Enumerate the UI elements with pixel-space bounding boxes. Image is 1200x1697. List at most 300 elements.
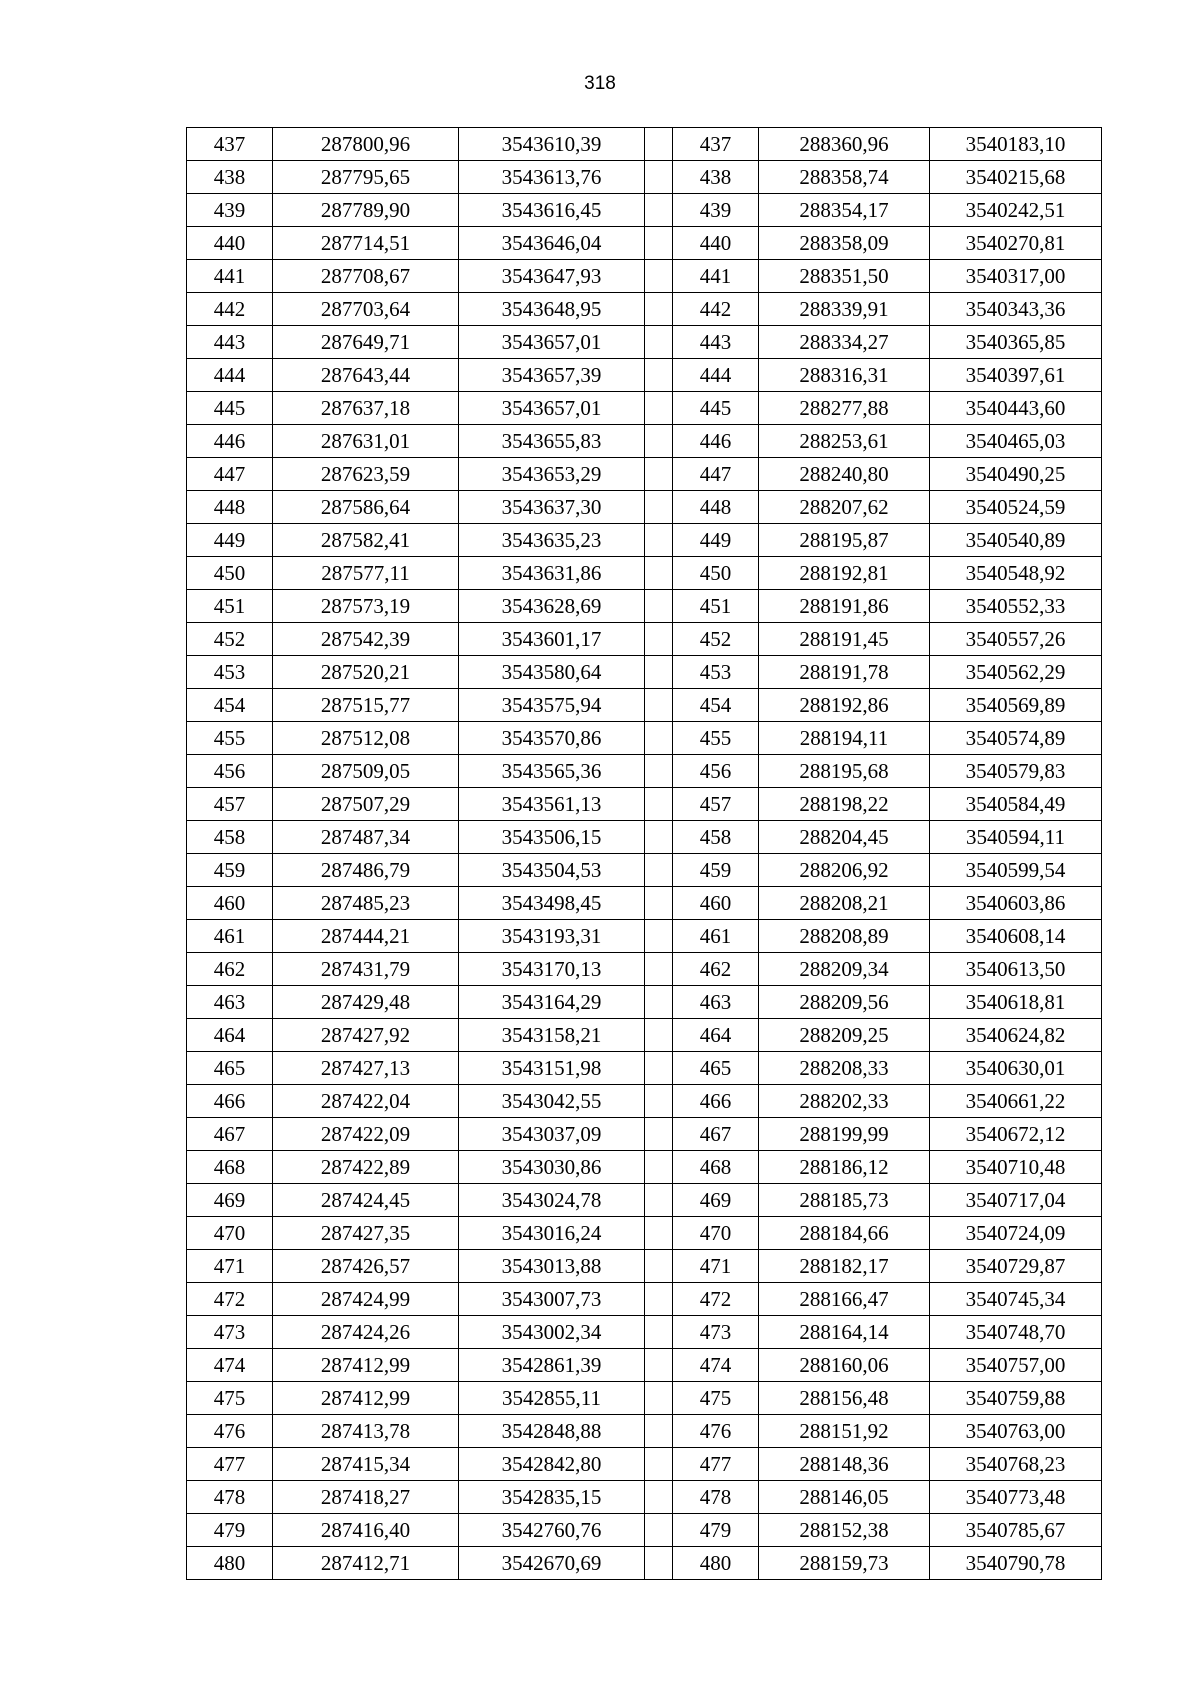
y-coordinate-left: 3543037,09 <box>459 1118 645 1151</box>
y-coordinate-left: 3543657,01 <box>459 392 645 425</box>
table-row <box>187 128 1102 161</box>
table-row <box>187 260 1102 293</box>
x-coordinate-left: 287708,67 <box>273 260 459 293</box>
point-number-right: 475 <box>673 1382 759 1415</box>
table-row <box>187 887 1102 920</box>
point-number-right: 443 <box>673 326 759 359</box>
spacer-cell <box>645 392 673 425</box>
y-coordinate-right: 3540365,85 <box>930 326 1102 359</box>
x-coordinate-left: 287509,05 <box>273 755 459 788</box>
point-number-right: 441 <box>673 260 759 293</box>
spacer-cell <box>645 326 673 359</box>
y-coordinate-left: 3543635,23 <box>459 524 645 557</box>
table-row <box>187 1019 1102 1052</box>
x-coordinate-left: 287424,99 <box>273 1283 459 1316</box>
y-coordinate-left: 3542848,88 <box>459 1415 645 1448</box>
x-coordinate-left: 287586,64 <box>273 491 459 524</box>
y-coordinate-right: 3540710,48 <box>930 1151 1102 1184</box>
spacer-cell <box>645 1415 673 1448</box>
y-coordinate-right: 3540603,86 <box>930 887 1102 920</box>
x-coordinate-right: 288186,12 <box>759 1151 930 1184</box>
point-number-right: 446 <box>673 425 759 458</box>
point-number-right: 461 <box>673 920 759 953</box>
point-number-left: 445 <box>187 392 273 425</box>
y-coordinate-right: 3540270,81 <box>930 227 1102 260</box>
point-number-right: 452 <box>673 623 759 656</box>
point-number-right: 444 <box>673 359 759 392</box>
y-coordinate-left: 3543565,36 <box>459 755 645 788</box>
y-coordinate-right: 3540242,51 <box>930 194 1102 227</box>
point-number-right: 478 <box>673 1481 759 1514</box>
point-number-right: 458 <box>673 821 759 854</box>
spacer-cell <box>645 953 673 986</box>
y-coordinate-right: 3540343,36 <box>930 293 1102 326</box>
x-coordinate-right: 288166,47 <box>759 1283 930 1316</box>
y-coordinate-left: 3543575,94 <box>459 689 645 722</box>
point-number-left: 465 <box>187 1052 273 1085</box>
table-row <box>187 722 1102 755</box>
spacer-cell <box>645 1085 673 1118</box>
table-row <box>187 1118 1102 1151</box>
point-number-left: 454 <box>187 689 273 722</box>
point-number-right: 472 <box>673 1283 759 1316</box>
x-coordinate-left: 287485,23 <box>273 887 459 920</box>
y-coordinate-left: 3542842,80 <box>459 1448 645 1481</box>
y-coordinate-right: 3540748,70 <box>930 1316 1102 1349</box>
y-coordinate-left: 3543042,55 <box>459 1085 645 1118</box>
point-number-left: 440 <box>187 227 273 260</box>
x-coordinate-left: 287637,18 <box>273 392 459 425</box>
point-number-left: 457 <box>187 788 273 821</box>
x-coordinate-left: 287429,48 <box>273 986 459 1019</box>
point-number-right: 454 <box>673 689 759 722</box>
point-number-left: 473 <box>187 1316 273 1349</box>
x-coordinate-right: 288192,81 <box>759 557 930 590</box>
x-coordinate-right: 288207,62 <box>759 491 930 524</box>
point-number-left: 444 <box>187 359 273 392</box>
spacer-cell <box>645 656 673 689</box>
point-number-right: 476 <box>673 1415 759 1448</box>
x-coordinate-left: 287631,01 <box>273 425 459 458</box>
point-number-right: 469 <box>673 1184 759 1217</box>
y-coordinate-left: 3543631,86 <box>459 557 645 590</box>
x-coordinate-left: 287512,08 <box>273 722 459 755</box>
spacer-cell <box>645 260 673 293</box>
y-coordinate-right: 3540584,49 <box>930 788 1102 821</box>
y-coordinate-left: 3543506,15 <box>459 821 645 854</box>
y-coordinate-right: 3540785,67 <box>930 1514 1102 1547</box>
x-coordinate-left: 287422,09 <box>273 1118 459 1151</box>
x-coordinate-right: 288191,78 <box>759 656 930 689</box>
y-coordinate-left: 3543613,76 <box>459 161 645 194</box>
y-coordinate-right: 3540490,25 <box>930 458 1102 491</box>
point-number-right: 450 <box>673 557 759 590</box>
table-row <box>187 326 1102 359</box>
table-row <box>187 1217 1102 1250</box>
y-coordinate-left: 3542670,69 <box>459 1547 645 1580</box>
x-coordinate-right: 288202,33 <box>759 1085 930 1118</box>
point-number-left: 446 <box>187 425 273 458</box>
x-coordinate-left: 287426,57 <box>273 1250 459 1283</box>
y-coordinate-left: 3543647,93 <box>459 260 645 293</box>
x-coordinate-left: 287422,89 <box>273 1151 459 1184</box>
y-coordinate-left: 3543637,30 <box>459 491 645 524</box>
x-coordinate-left: 287427,13 <box>273 1052 459 1085</box>
table-row <box>187 524 1102 557</box>
point-number-left: 443 <box>187 326 273 359</box>
x-coordinate-left: 287573,19 <box>273 590 459 623</box>
point-number-left: 476 <box>187 1415 273 1448</box>
x-coordinate-right: 288192,86 <box>759 689 930 722</box>
table-row <box>187 293 1102 326</box>
y-coordinate-right: 3540599,54 <box>930 854 1102 887</box>
y-coordinate-right: 3540524,59 <box>930 491 1102 524</box>
spacer-cell <box>645 788 673 821</box>
table-row <box>187 161 1102 194</box>
y-coordinate-left: 3543601,17 <box>459 623 645 656</box>
table-row <box>187 491 1102 524</box>
y-coordinate-left: 3543646,04 <box>459 227 645 260</box>
point-number-right: 448 <box>673 491 759 524</box>
point-number-left: 439 <box>187 194 273 227</box>
y-coordinate-left: 3543158,21 <box>459 1019 645 1052</box>
y-coordinate-right: 3540618,81 <box>930 986 1102 1019</box>
y-coordinate-right: 3540579,83 <box>930 755 1102 788</box>
table-row <box>187 458 1102 491</box>
x-coordinate-left: 287703,64 <box>273 293 459 326</box>
spacer-cell <box>645 1019 673 1052</box>
x-coordinate-left: 287427,92 <box>273 1019 459 1052</box>
y-coordinate-right: 3540745,34 <box>930 1283 1102 1316</box>
table-row <box>187 821 1102 854</box>
point-number-right: 438 <box>673 161 759 194</box>
x-coordinate-right: 288156,48 <box>759 1382 930 1415</box>
point-number-left: 437 <box>187 128 273 161</box>
x-coordinate-right: 288209,34 <box>759 953 930 986</box>
point-number-right: 464 <box>673 1019 759 1052</box>
y-coordinate-right: 3540757,00 <box>930 1349 1102 1382</box>
y-coordinate-right: 3540729,87 <box>930 1250 1102 1283</box>
y-coordinate-left: 3543030,86 <box>459 1151 645 1184</box>
point-number-right: 466 <box>673 1085 759 1118</box>
spacer-cell <box>645 227 673 260</box>
point-number-left: 449 <box>187 524 273 557</box>
spacer-cell <box>645 491 673 524</box>
table-row <box>187 1316 1102 1349</box>
point-number-right: 437 <box>673 128 759 161</box>
point-number-right: 439 <box>673 194 759 227</box>
spacer-cell <box>645 1052 673 1085</box>
table-row <box>187 1052 1102 1085</box>
x-coordinate-left: 287413,78 <box>273 1415 459 1448</box>
y-coordinate-right: 3540608,14 <box>930 920 1102 953</box>
point-number-left: 466 <box>187 1085 273 1118</box>
y-coordinate-right: 3540215,68 <box>930 161 1102 194</box>
y-coordinate-left: 3543151,98 <box>459 1052 645 1085</box>
point-number-left: 460 <box>187 887 273 920</box>
coordinates-table-body <box>187 128 1102 1580</box>
x-coordinate-right: 288351,50 <box>759 260 930 293</box>
y-coordinate-left: 3543648,95 <box>459 293 645 326</box>
table-row <box>187 1349 1102 1382</box>
point-number-left: 479 <box>187 1514 273 1547</box>
x-coordinate-left: 287416,40 <box>273 1514 459 1547</box>
table-row <box>187 656 1102 689</box>
point-number-left: 458 <box>187 821 273 854</box>
x-coordinate-right: 288152,38 <box>759 1514 930 1547</box>
spacer-cell <box>645 689 673 722</box>
x-coordinate-left: 287412,99 <box>273 1382 459 1415</box>
x-coordinate-left: 287444,21 <box>273 920 459 953</box>
spacer-cell <box>645 1316 673 1349</box>
x-coordinate-right: 288277,88 <box>759 392 930 425</box>
spacer-cell <box>645 1283 673 1316</box>
x-coordinate-right: 288204,45 <box>759 821 930 854</box>
y-coordinate-left: 3543570,86 <box>459 722 645 755</box>
x-coordinate-right: 288339,91 <box>759 293 930 326</box>
point-number-right: 459 <box>673 854 759 887</box>
point-number-left: 463 <box>187 986 273 1019</box>
point-number-left: 464 <box>187 1019 273 1052</box>
table-row <box>187 1547 1102 1580</box>
x-coordinate-right: 288191,45 <box>759 623 930 656</box>
x-coordinate-left: 287507,29 <box>273 788 459 821</box>
table-row <box>187 953 1102 986</box>
x-coordinate-left: 287515,77 <box>273 689 459 722</box>
y-coordinate-left: 3543170,13 <box>459 953 645 986</box>
spacer-cell <box>645 194 673 227</box>
point-number-right: 455 <box>673 722 759 755</box>
x-coordinate-right: 288184,66 <box>759 1217 930 1250</box>
x-coordinate-left: 287486,79 <box>273 854 459 887</box>
y-coordinate-left: 3542861,39 <box>459 1349 645 1382</box>
table-row <box>187 986 1102 1019</box>
y-coordinate-right: 3540540,89 <box>930 524 1102 557</box>
spacer-cell <box>645 1250 673 1283</box>
table-row <box>187 392 1102 425</box>
x-coordinate-right: 288208,33 <box>759 1052 930 1085</box>
spacer-cell <box>645 854 673 887</box>
spacer-cell <box>645 1382 673 1415</box>
spacer-cell <box>645 1151 673 1184</box>
table-row <box>187 359 1102 392</box>
spacer-cell <box>645 161 673 194</box>
y-coordinate-right: 3540574,89 <box>930 722 1102 755</box>
spacer-cell <box>645 623 673 656</box>
x-coordinate-left: 287487,34 <box>273 821 459 854</box>
point-number-left: 450 <box>187 557 273 590</box>
point-number-right: 442 <box>673 293 759 326</box>
y-coordinate-right: 3540724,09 <box>930 1217 1102 1250</box>
y-coordinate-left: 3542855,11 <box>459 1382 645 1415</box>
point-number-left: 462 <box>187 953 273 986</box>
point-number-right: 457 <box>673 788 759 821</box>
point-number-right: 470 <box>673 1217 759 1250</box>
y-coordinate-left: 3543007,73 <box>459 1283 645 1316</box>
y-coordinate-right: 3540317,00 <box>930 260 1102 293</box>
x-coordinate-left: 287412,99 <box>273 1349 459 1382</box>
point-number-right: 474 <box>673 1349 759 1382</box>
y-coordinate-left: 3543498,45 <box>459 887 645 920</box>
table-row <box>187 1184 1102 1217</box>
point-number-left: 478 <box>187 1481 273 1514</box>
point-number-right: 447 <box>673 458 759 491</box>
spacer-cell <box>645 1217 673 1250</box>
x-coordinate-left: 287582,41 <box>273 524 459 557</box>
y-coordinate-left: 3543024,78 <box>459 1184 645 1217</box>
spacer-cell <box>645 458 673 491</box>
point-number-left: 471 <box>187 1250 273 1283</box>
spacer-cell <box>645 425 673 458</box>
x-coordinate-right: 288208,89 <box>759 920 930 953</box>
y-coordinate-left: 3542760,76 <box>459 1514 645 1547</box>
table-row <box>187 1085 1102 1118</box>
y-coordinate-right: 3540552,33 <box>930 590 1102 623</box>
table-row <box>187 1250 1102 1283</box>
x-coordinate-right: 288240,80 <box>759 458 930 491</box>
point-number-right: 440 <box>673 227 759 260</box>
spacer-cell <box>645 1184 673 1217</box>
table-row <box>187 227 1102 260</box>
x-coordinate-left: 287424,45 <box>273 1184 459 1217</box>
x-coordinate-left: 287577,11 <box>273 557 459 590</box>
spacer-cell <box>645 524 673 557</box>
y-coordinate-left: 3543657,01 <box>459 326 645 359</box>
y-coordinate-right: 3540397,61 <box>930 359 1102 392</box>
point-number-left: 452 <box>187 623 273 656</box>
point-number-left: 474 <box>187 1349 273 1382</box>
table-row <box>187 1382 1102 1415</box>
spacer-cell <box>645 359 673 392</box>
x-coordinate-left: 287623,59 <box>273 458 459 491</box>
spacer-cell <box>645 722 673 755</box>
x-coordinate-right: 288146,05 <box>759 1481 930 1514</box>
x-coordinate-left: 287643,44 <box>273 359 459 392</box>
table-row <box>187 1514 1102 1547</box>
y-coordinate-right: 3540569,89 <box>930 689 1102 722</box>
y-coordinate-right: 3540768,23 <box>930 1448 1102 1481</box>
y-coordinate-right: 3540443,60 <box>930 392 1102 425</box>
x-coordinate-right: 288209,56 <box>759 986 930 1019</box>
spacer-cell <box>645 557 673 590</box>
point-number-right: 477 <box>673 1448 759 1481</box>
y-coordinate-left: 3543016,24 <box>459 1217 645 1250</box>
y-coordinate-right: 3540672,12 <box>930 1118 1102 1151</box>
y-coordinate-right: 3540624,82 <box>930 1019 1102 1052</box>
spacer-cell <box>645 887 673 920</box>
y-coordinate-right: 3540557,26 <box>930 623 1102 656</box>
spacer-cell <box>645 1448 673 1481</box>
point-number-left: 441 <box>187 260 273 293</box>
table-row <box>187 623 1102 656</box>
y-coordinate-left: 3543164,29 <box>459 986 645 1019</box>
y-coordinate-left: 3542835,15 <box>459 1481 645 1514</box>
point-number-left: 467 <box>187 1118 273 1151</box>
point-number-left: 477 <box>187 1448 273 1481</box>
x-coordinate-right: 288208,21 <box>759 887 930 920</box>
coordinates-table <box>186 127 1102 1580</box>
point-number-right: 445 <box>673 392 759 425</box>
x-coordinate-right: 288316,31 <box>759 359 930 392</box>
x-coordinate-right: 288198,22 <box>759 788 930 821</box>
point-number-right: 471 <box>673 1250 759 1283</box>
y-coordinate-left: 3543504,53 <box>459 854 645 887</box>
x-coordinate-left: 287789,90 <box>273 194 459 227</box>
point-number-left: 469 <box>187 1184 273 1217</box>
point-number-right: 463 <box>673 986 759 1019</box>
table-row <box>187 194 1102 227</box>
x-coordinate-left: 287427,35 <box>273 1217 459 1250</box>
y-coordinate-left: 3543193,31 <box>459 920 645 953</box>
y-coordinate-left: 3543628,69 <box>459 590 645 623</box>
point-number-left: 451 <box>187 590 273 623</box>
spacer-cell <box>645 1547 673 1580</box>
table-row <box>187 1151 1102 1184</box>
point-number-right: 453 <box>673 656 759 689</box>
x-coordinate-right: 288209,25 <box>759 1019 930 1052</box>
y-coordinate-left: 3543653,29 <box>459 458 645 491</box>
x-coordinate-right: 288358,09 <box>759 227 930 260</box>
x-coordinate-right: 288191,86 <box>759 590 930 623</box>
table-row <box>187 788 1102 821</box>
spacer-cell <box>645 821 673 854</box>
y-coordinate-left: 3543655,83 <box>459 425 645 458</box>
y-coordinate-right: 3540717,04 <box>930 1184 1102 1217</box>
y-coordinate-right: 3540562,29 <box>930 656 1102 689</box>
point-number-right: 465 <box>673 1052 759 1085</box>
x-coordinate-left: 287431,79 <box>273 953 459 986</box>
x-coordinate-right: 288185,73 <box>759 1184 930 1217</box>
x-coordinate-right: 288148,36 <box>759 1448 930 1481</box>
table-row <box>187 1415 1102 1448</box>
x-coordinate-right: 288159,73 <box>759 1547 930 1580</box>
y-coordinate-left: 3543657,39 <box>459 359 645 392</box>
y-coordinate-right: 3540183,10 <box>930 128 1102 161</box>
y-coordinate-right: 3540630,01 <box>930 1052 1102 1085</box>
x-coordinate-right: 288354,17 <box>759 194 930 227</box>
x-coordinate-left: 287415,34 <box>273 1448 459 1481</box>
table-row <box>187 1283 1102 1316</box>
table-row <box>187 854 1102 887</box>
spacer-cell <box>645 128 673 161</box>
x-coordinate-left: 287412,71 <box>273 1547 459 1580</box>
point-number-left: 459 <box>187 854 273 887</box>
x-coordinate-left: 287520,21 <box>273 656 459 689</box>
x-coordinate-left: 287422,04 <box>273 1085 459 1118</box>
x-coordinate-left: 287800,96 <box>273 128 459 161</box>
spacer-cell <box>645 590 673 623</box>
x-coordinate-left: 287542,39 <box>273 623 459 656</box>
point-number-left: 461 <box>187 920 273 953</box>
point-number-left: 475 <box>187 1382 273 1415</box>
x-coordinate-left: 287795,65 <box>273 161 459 194</box>
table-row <box>187 1448 1102 1481</box>
point-number-right: 451 <box>673 590 759 623</box>
point-number-left: 456 <box>187 755 273 788</box>
x-coordinate-right: 288195,87 <box>759 524 930 557</box>
x-coordinate-right: 288253,61 <box>759 425 930 458</box>
x-coordinate-right: 288151,92 <box>759 1415 930 1448</box>
point-number-left: 470 <box>187 1217 273 1250</box>
point-number-right: 480 <box>673 1547 759 1580</box>
point-number-right: 479 <box>673 1514 759 1547</box>
x-coordinate-right: 288164,14 <box>759 1316 930 1349</box>
y-coordinate-right: 3540613,50 <box>930 953 1102 986</box>
x-coordinate-left: 287418,27 <box>273 1481 459 1514</box>
y-coordinate-left: 3543002,34 <box>459 1316 645 1349</box>
point-number-left: 468 <box>187 1151 273 1184</box>
y-coordinate-right: 3540790,78 <box>930 1547 1102 1580</box>
